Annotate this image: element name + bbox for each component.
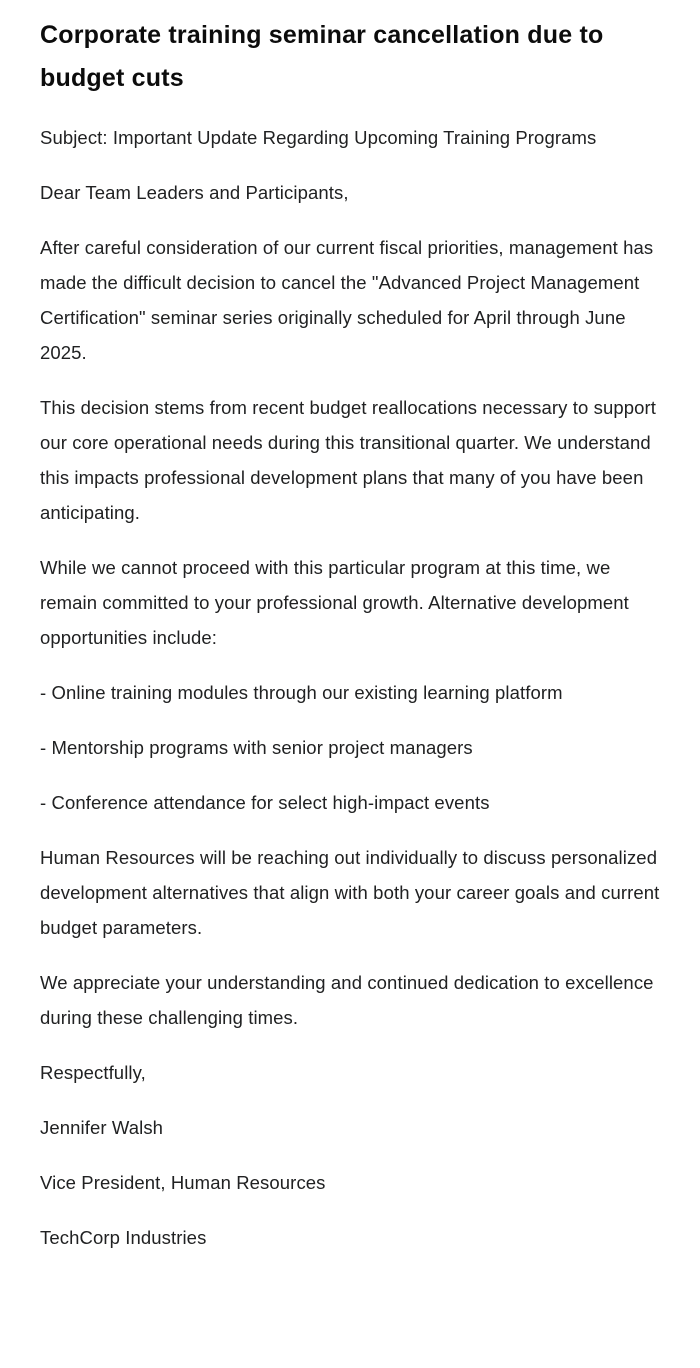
body-paragraph-cancellation: After careful consideration of our current fiscal priorities, management has made the difficult decision to cancel the "Advanced Project Management Certification" seminar series originally scheduled for April through June 2025. [40, 237, 654, 363]
closing: Respectfully, [40, 1062, 146, 1083]
body-paragraph-reason: This decision stems from recent budget reallocations necessary to support our core operational needs during this transitional quarter. We understand this impacts professional development plans that many of you have been anticipating. [40, 397, 657, 523]
signature-title: Vice President, Human Resources [40, 1172, 326, 1193]
signature-name: Jennifer Walsh [40, 1117, 164, 1138]
page-title: Corporate training seminar cancellation due to budget cuts [40, 21, 604, 92]
salutation: Dear Team Leaders and Participants, [40, 182, 349, 203]
body-paragraph-alternatives-intro: While we cannot proceed with this particular program at this time, we remain committed to your professional growth. Alternative development opportunities include: [40, 557, 629, 648]
list-item-mentorship: - Mentorship programs with senior project managers [40, 737, 473, 758]
list-item-online-training: - Online training modules through our existing learning platform [40, 682, 563, 703]
body-paragraph-hr-outreach: Human Resources will be reaching out individually to discuss personalized development alternatives that align with both your career goals and current budget parameters. [40, 847, 660, 938]
signature-company: TechCorp Industries [40, 1227, 207, 1248]
body-paragraph-appreciation: We appreciate your understanding and continued dedication to excellence during these challenging times. [40, 972, 654, 1028]
list-item-conference: - Conference attendance for select high-impact events [40, 792, 490, 813]
subject-line: Subject: Important Update Regarding Upcoming Training Programs [40, 127, 597, 148]
